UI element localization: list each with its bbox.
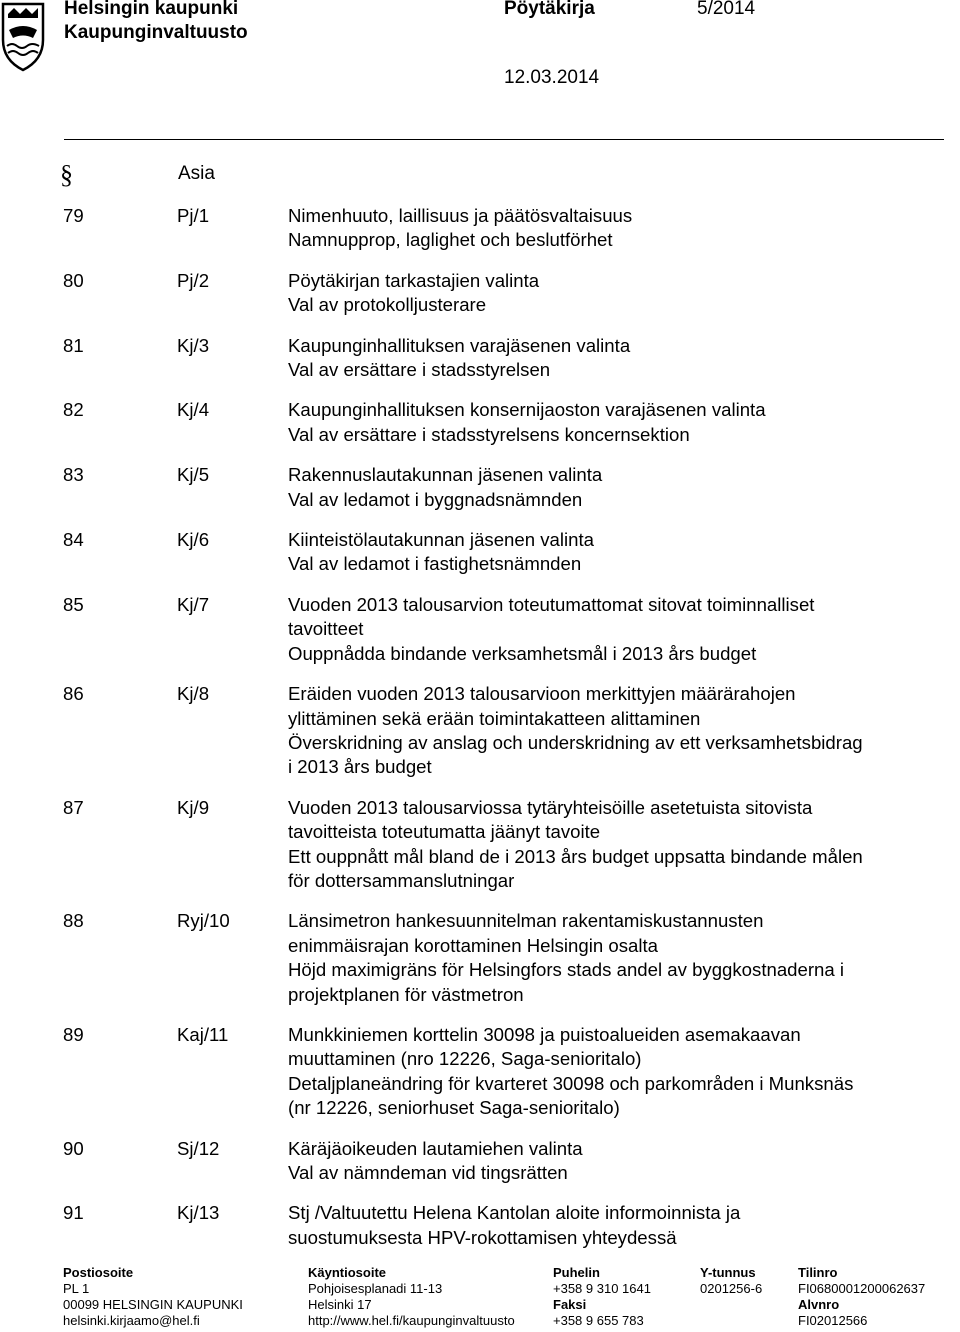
item-number: 87 — [63, 796, 84, 818]
item-title-line: Val av ersättare i stadsstyrelsen — [288, 359, 551, 381]
footer-phone — [553, 1265, 651, 1329]
section-sign-icon — [60, 160, 76, 188]
item-code: Sj/12 — [177, 1137, 220, 1159]
agenda-heading: Asia — [178, 163, 215, 184]
footer-line: +358 9 655 783 — [553, 1313, 644, 1328]
item-title-line: Länsimetron hankesuunnitelman rakentamiskustannusten — [288, 910, 764, 932]
item-code: Kj/7 — [177, 593, 210, 615]
item-title-line: Val av ersättare i stadsstyrelsens koncernsektion — [288, 423, 690, 445]
item-number: 89 — [63, 1023, 84, 1045]
item-title — [288, 682, 943, 780]
footer-heading: Postiosoite — [63, 1265, 134, 1280]
footer-heading: Faksi — [553, 1297, 587, 1312]
item-title-line: i 2013 års budget — [288, 756, 432, 778]
item-title — [288, 909, 943, 1007]
svg-text:§: § — [60, 160, 73, 188]
item-title-line: tavoitteista toteutumatta jäänyt tavoite — [288, 821, 601, 843]
item-title-line: Kaupunginhallituksen konsernijaoston varajäsenen valinta — [288, 399, 766, 421]
item-number: 81 — [63, 334, 84, 356]
helsinki-crest-logo — [0, 0, 46, 72]
item-title-line: för dottersammanslutningar — [288, 869, 515, 891]
agenda-item — [63, 1023, 943, 1121]
item-title-line: muuttaminen (nro 12226, Saga-senioritalo) — [288, 1048, 642, 1070]
agenda-item — [63, 909, 943, 1007]
item-number: 85 — [63, 593, 84, 615]
agenda-item — [63, 528, 943, 577]
agenda-item — [63, 334, 943, 383]
item-number: 90 — [63, 1137, 84, 1159]
agenda-item — [63, 593, 943, 666]
footer-line: Helsinki 17 — [308, 1297, 372, 1312]
item-number: 79 — [63, 205, 84, 226]
item-code: Kj/5 — [177, 464, 210, 486]
item-title — [288, 334, 943, 383]
agenda-item — [63, 1201, 943, 1250]
item-title-line: Höjd maximigräns för Helsingfors stads andel av byggkostnaderna i — [288, 959, 845, 981]
item-number: 83 — [63, 464, 84, 486]
agenda-item — [63, 1137, 943, 1186]
item-title — [288, 528, 943, 577]
item-title-line: Vuoden 2013 talousarviossa tytäryhteisöille asetetuista sitovista — [288, 796, 813, 818]
item-code: Pj/2 — [177, 269, 210, 291]
item-title-line: Ett ouppnått mål bland de i 2013 års budget uppsatta bindande målen — [288, 845, 863, 867]
item-number: 91 — [63, 1202, 84, 1224]
item-title — [288, 593, 943, 666]
item-title-line: Eräiden vuoden 2013 talousarvioon merkittyjen määrärahojen — [288, 683, 796, 705]
item-title-line: projektplanen för västmetron — [288, 983, 524, 1005]
item-title-line: Val av ledamot i byggnadsnämnden — [288, 488, 583, 510]
item-title-line: enimmäisrajan korottaminen Helsingin osalta — [288, 934, 658, 956]
item-title-line: Val av nämndeman vid tingsrätten — [288, 1162, 568, 1183]
item-title-line: Överskridning av anslag och underskridning av ett verksamhetsbidrag — [288, 731, 863, 753]
item-code: Kj/13 — [177, 1202, 220, 1224]
footer-account — [798, 1265, 925, 1329]
item-title-line: Namnupprop, laglighet och beslutförhet — [288, 229, 613, 251]
item-code: Pj/1 — [177, 205, 210, 226]
item-code: Kj/8 — [177, 683, 210, 705]
agenda-item — [63, 682, 943, 780]
document-type: Pöytäkirja — [504, 0, 595, 19]
footer-visit-address — [308, 1265, 515, 1329]
item-number: 82 — [63, 399, 84, 421]
item-title-line: Kiinteistölautakunnan jäsenen valinta — [288, 529, 594, 551]
item-title — [288, 796, 943, 894]
footer-line: 00099 HELSINGIN KAUPUNKI — [63, 1297, 243, 1312]
agenda-item — [63, 204, 943, 253]
document-number: 5/2014 — [697, 0, 756, 19]
footer-postal-address — [63, 1265, 243, 1329]
footer-business-id — [700, 1265, 762, 1297]
item-title — [288, 463, 943, 512]
meeting-date: 12.03.2014 — [504, 67, 600, 88]
footer-line: +358 9 310 1641 — [553, 1281, 651, 1296]
footer-website-link[interactable]: http://www.hel.fi/kaupunginvaltuusto — [308, 1313, 515, 1328]
item-title — [288, 204, 943, 253]
footer-email[interactable]: helsinki.kirjaamo@hel.fi — [63, 1313, 200, 1328]
footer-line: PL 1 — [63, 1281, 90, 1296]
item-title-line: Stj /Valtuutettu Helena Kantolan aloite informoinnista ja — [288, 1202, 741, 1224]
item-title-line: Val av protokolljusterare — [288, 294, 487, 316]
footer-heading: Y-tunnus — [700, 1265, 756, 1280]
item-title-line: Detaljplaneändring för kvarteret 30098 och parkområden i Munksnäs — [288, 1072, 854, 1094]
footer-heading: Käyntiosoite — [308, 1265, 387, 1280]
item-title-line: Nimenhuuto, laillisuus ja päätösvaltaisuus — [288, 205, 633, 226]
item-title-line: Kaupunginhallituksen varajäsenen valinta — [288, 334, 631, 356]
agenda-item — [63, 796, 943, 894]
item-number: 88 — [63, 910, 84, 932]
agenda-item — [63, 463, 943, 512]
item-title-line: ylittäminen sekä erään toimintakatteen alittaminen — [288, 707, 701, 729]
item-title-line: Käräjäoikeuden lautamiehen valinta — [288, 1137, 583, 1159]
item-code: Kj/9 — [177, 796, 210, 818]
item-title — [288, 1137, 943, 1186]
item-number: 80 — [63, 269, 84, 291]
item-title-line: (nr 12226, seniorhuset Saga-senioritalo) — [288, 1097, 620, 1119]
footer-line: FI0680001200062637 — [798, 1281, 926, 1296]
item-number: 84 — [63, 529, 84, 551]
footer-line: FI02012566 — [798, 1313, 868, 1328]
organization-name: Helsingin kaupunki — [64, 0, 239, 19]
footer-heading: Alvnro — [798, 1297, 840, 1312]
footer-heading: Puhelin — [553, 1265, 600, 1280]
item-title-line: Val av ledamot i fastighetsnämnden — [288, 553, 582, 575]
item-title — [288, 1201, 943, 1250]
item-title — [288, 398, 943, 447]
item-title-line: Pöytäkirjan tarkastajien valinta — [288, 269, 540, 291]
item-code: Kj/4 — [177, 399, 210, 421]
item-code: Kj/6 — [177, 529, 210, 551]
footer-heading: Tilinro — [798, 1265, 838, 1280]
agenda-item — [63, 269, 943, 318]
item-code: Ryj/10 — [177, 910, 230, 932]
item-number: 86 — [63, 683, 84, 705]
item-title-line: Vuoden 2013 talousarvion toteutumattomat sitovat toiminnalliset — [288, 593, 815, 615]
agenda-list — [63, 204, 943, 1266]
item-code: Kj/3 — [177, 334, 210, 356]
item-title-line: Rakennuslautakunnan jäsenen valinta — [288, 464, 603, 486]
council-name: Kaupunginvaltuusto — [64, 22, 248, 43]
item-title-line: tavoitteet — [288, 618, 364, 640]
footer-line: 0201256-6 — [700, 1281, 763, 1296]
item-title-line: Munkkiniemen korttelin 30098 ja puistoalueiden asemakaavan — [288, 1023, 801, 1045]
item-code: Kaj/11 — [177, 1023, 229, 1045]
item-title-line: Ouppnådda bindande verksamhetsmål i 2013 års budget — [288, 642, 757, 664]
agenda-item — [63, 398, 943, 447]
item-title-line: suostumuksesta HPV-rokottamisen yhteydessä — [288, 1226, 677, 1248]
item-title — [288, 269, 943, 318]
footer-line: Pohjoisesplanadi 11-13 — [308, 1281, 443, 1296]
item-title — [288, 1023, 943, 1121]
header-divider — [64, 139, 944, 140]
